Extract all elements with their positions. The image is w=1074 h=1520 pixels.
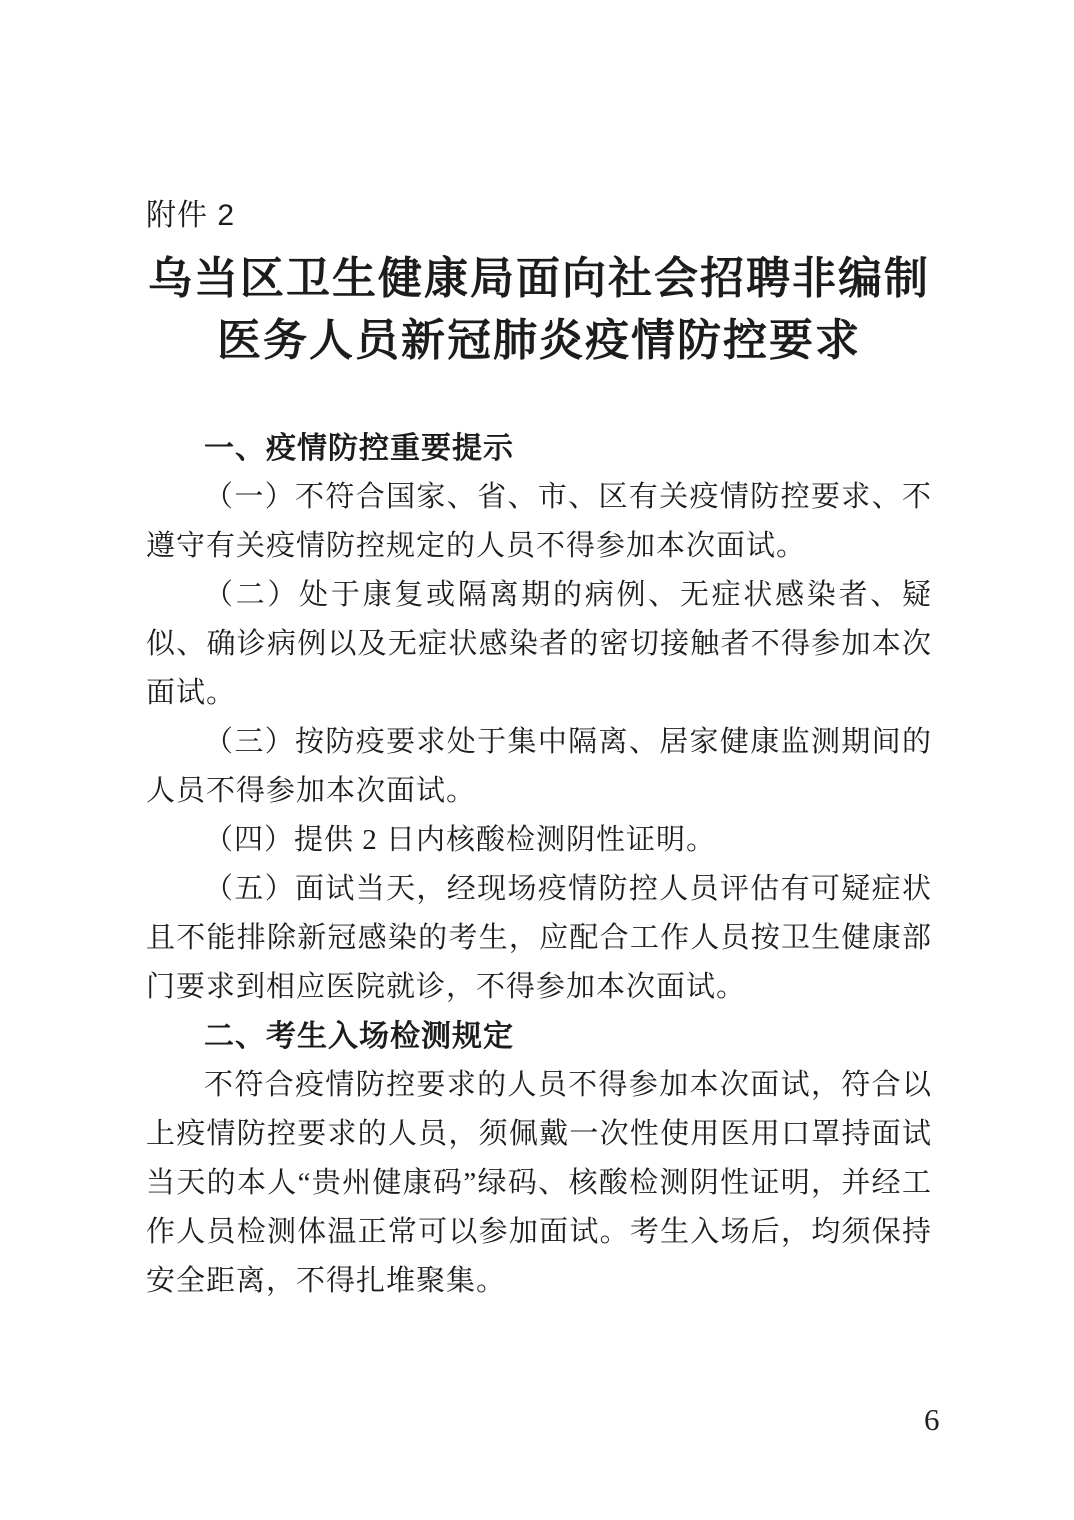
document-content <box>146 0 932 1306</box>
section-1-heading: 一、疫情防控重要提示 <box>204 432 514 465</box>
attachment-label: 附件 2 <box>146 199 236 232</box>
document-title-line-1: 乌当区卫生健康局面向社会招聘非编制 <box>148 254 930 303</box>
section-1-paragraph-1: （一）不符合国家、省、市、区有关疫情防控要求、不遵守有关疫情防控规定的人员不得参加本次面试。 <box>146 481 932 562</box>
section-1-paragraph-5: （五）面试当天，经现场疫情防控人员评估有可疑症状且不能排除新冠感染的考生，应配合工作人员按卫生健康部门要求到相应医院就诊，不得参加本次面试。 <box>146 873 932 1003</box>
section-1-paragraph-2: （二）处于康复或隔离期的病例、无症状感染者、疑似、确诊病例以及无症状感染者的密切接触者不得参加本次面试。 <box>146 579 932 709</box>
section-1-paragraph-3: （三）按防疫要求处于集中隔离、居家健康监测期间的人员不得参加本次面试。 <box>146 726 932 807</box>
document-title-line-2: 医务人员新冠肺炎疫情防控要求 <box>217 316 861 365</box>
section-1-paragraph-4: （四）提供 2 日内核酸检测阴性证明。 <box>204 824 717 856</box>
section-2-paragraph-1: 不符合疫情防控要求的人员不得参加本次面试，符合以上疫情防控要求的人员，须佩戴一次性使用医用口罩持面试当天的本人“贵州健康码”绿码、核酸检测阴性证明，并经工作人员检测体温正常可以参加面试。考生入场后，均须保持安全距离，不得扎堆聚集。 <box>146 1069 932 1297</box>
document-title <box>146 248 932 372</box>
document-body <box>146 424 932 1306</box>
page-number: 6 <box>924 1402 940 1437</box>
section-2-heading: 二、考生入场检测规定 <box>204 1020 514 1053</box>
